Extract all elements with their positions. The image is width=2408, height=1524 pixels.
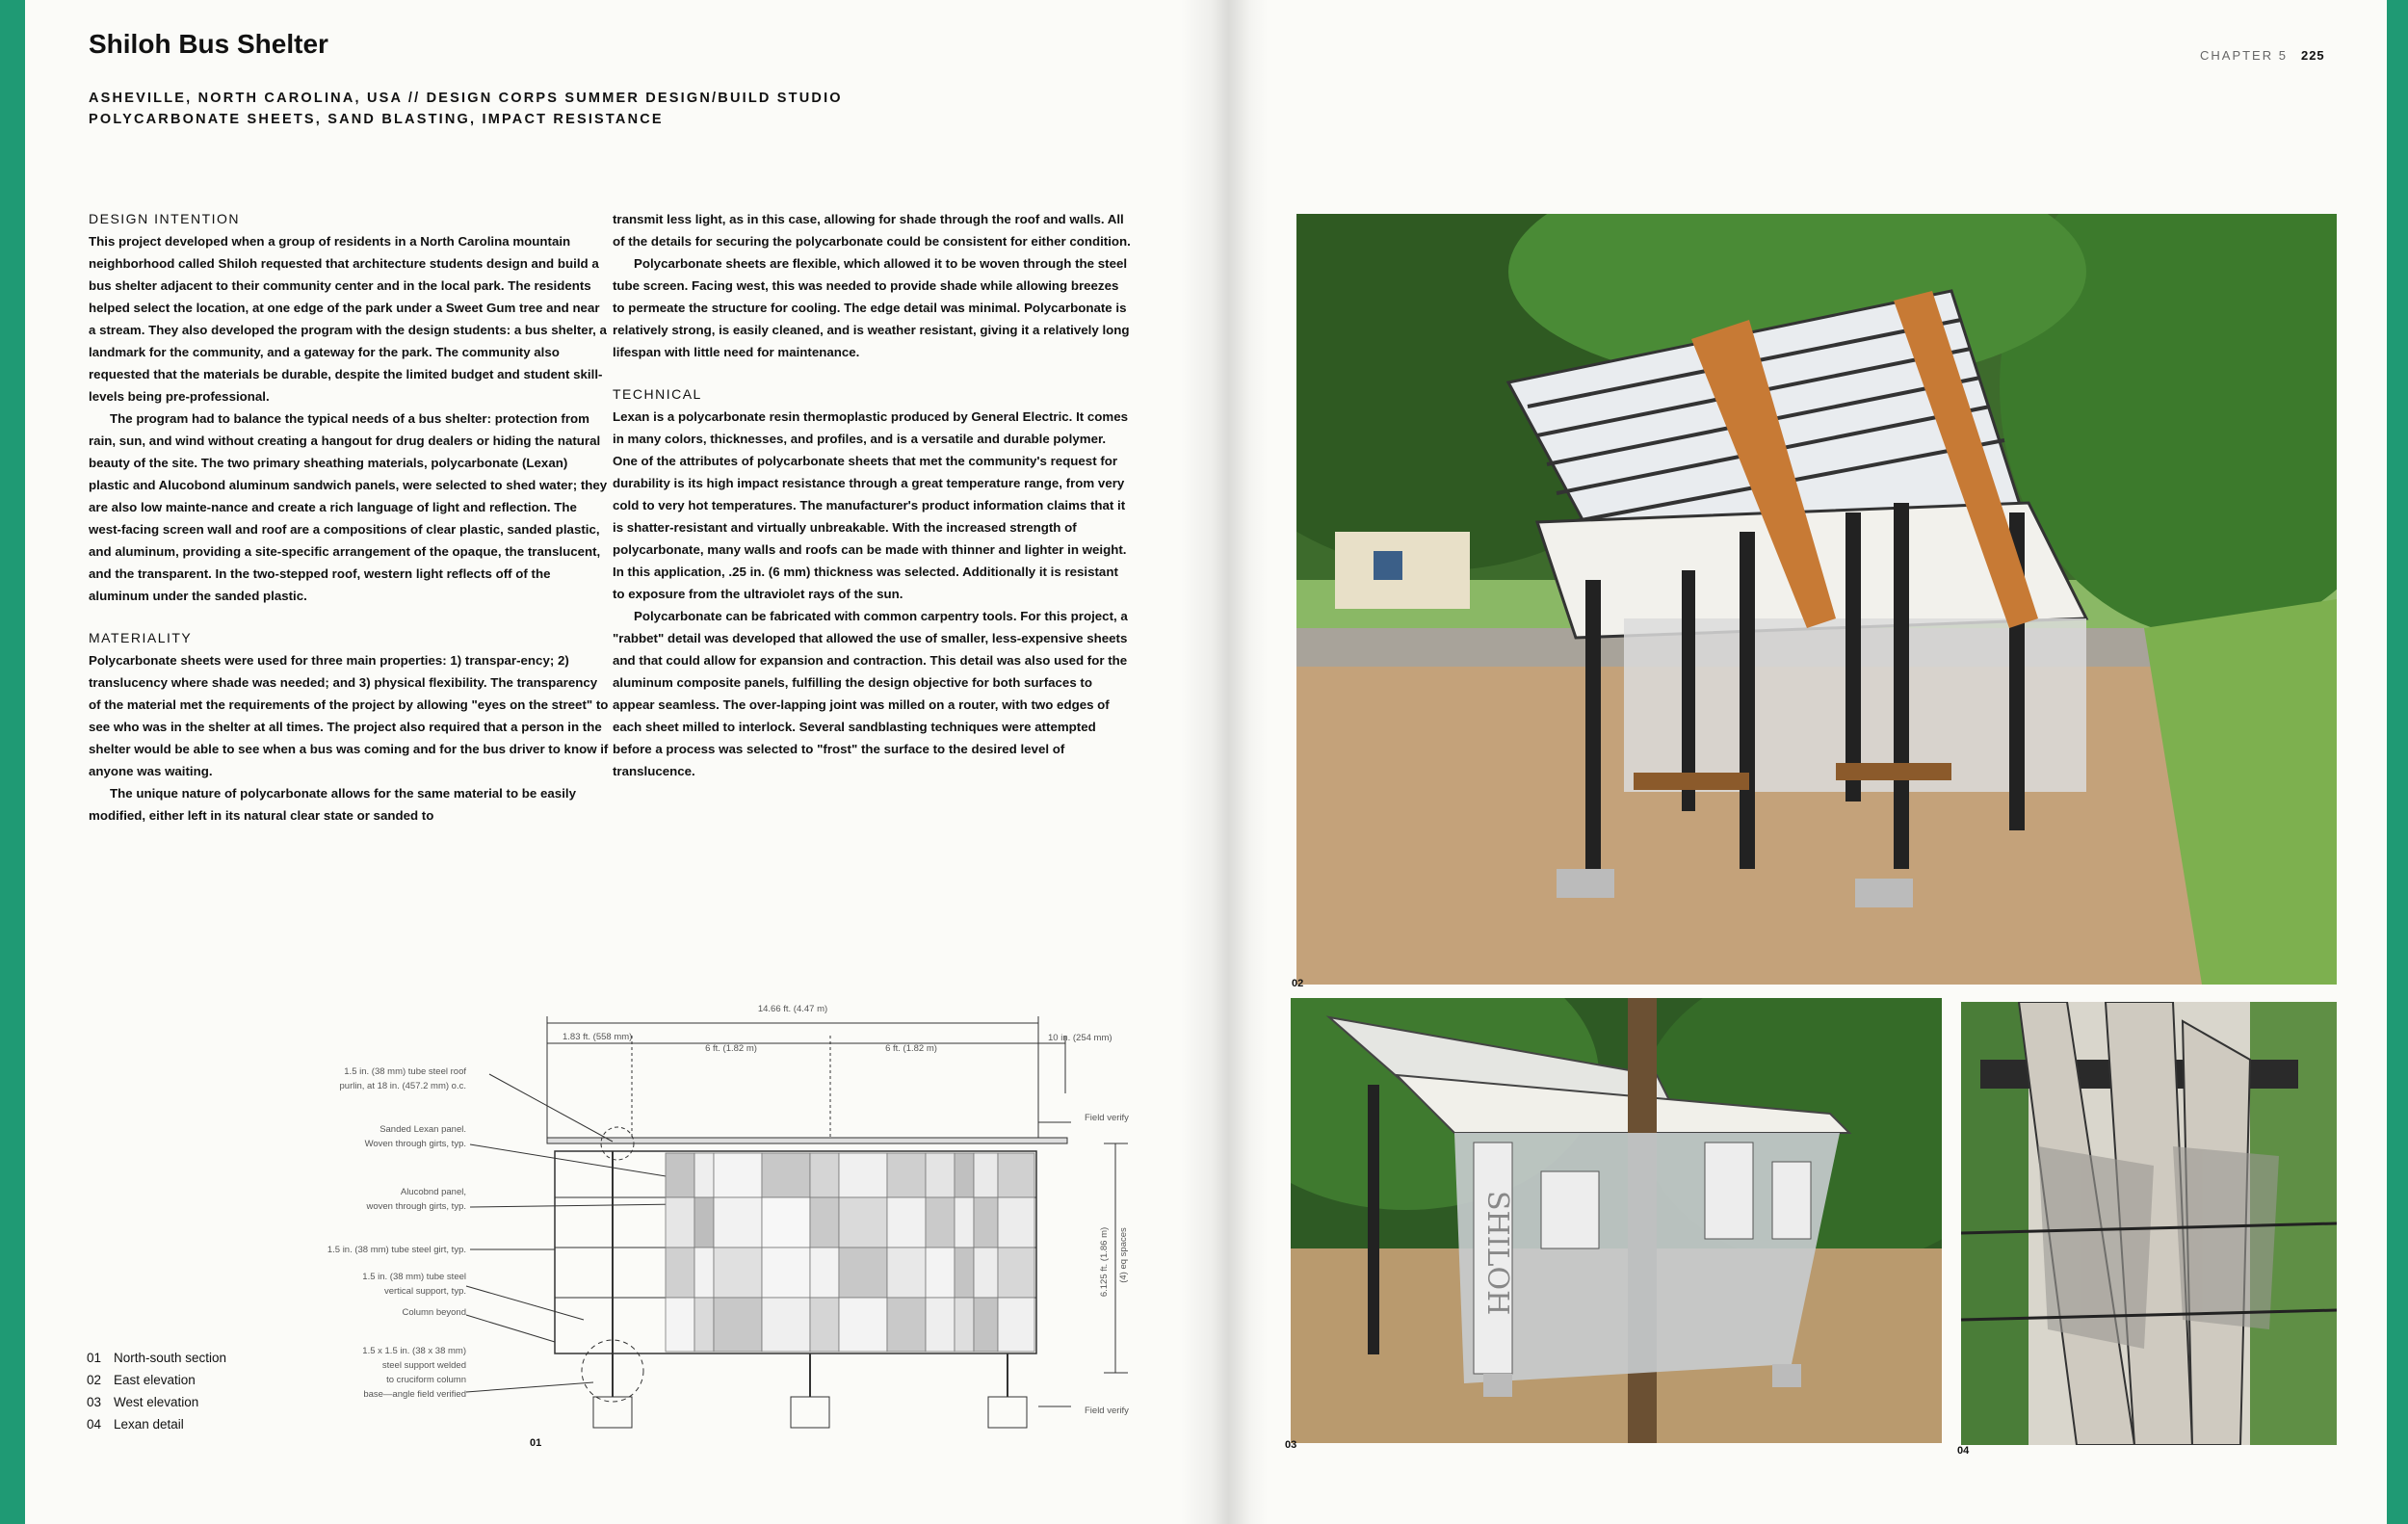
- figure-legend: [87, 1347, 226, 1435]
- note-roof-purlin: 1.5 in. (38 mm) tube steel roof: [344, 1066, 466, 1077]
- dim-vertical-label: 6.125 ft. (1.86 m): [1099, 1226, 1110, 1298]
- running-header: [2200, 48, 2325, 63]
- note-girt: 1.5 in. (38 mm) tube steel girt, typ.: [327, 1245, 466, 1255]
- paragraph: This project developed when a group of residents in a North Carolina mountain neighborhood called Shiloh requested that architecture students design and build a bus shelter adjacent to their community center and in the local park. The residents helped select the location, at one edge of the park under a Sweet Gum tree and near a stream. They also developed the program with the design students: a bus shelter, a landmark for the community, and a gateway for the park. The community also requested that the materials be durable, despite the limited budget and student skill-levels being pre-professional.: [89, 234, 607, 404]
- page-number: 225: [2300, 48, 2325, 63]
- text-column-left: [89, 208, 609, 827]
- paragraph: The program had to balance the typical needs of a bus shelter: protection from rain, sun, and wind without creating a hangout for drug dealers or hiding the natural beauty of the site. The two primary sheathing materials, polycarbonate (Lexan) plastic and Alucobond aluminum sandwich panels, were selected to shed water; they are also low mainte-nance and create a rich language of light and reflection. The west-facing screen wall and roof are a compositions of clear plastic, sanded plastic, and aluminum, providing a site-specific arrangement of the opaque, the translucent, and the transparent. In the two-stepped roof, western light reflects off of the aluminum under the sanded plastic.: [89, 411, 608, 603]
- chapter-label: CHAPTER 5: [2200, 48, 2288, 63]
- figure-number-03: 03: [1285, 1439, 1297, 1451]
- photo-west-elevation: [1291, 998, 1942, 1443]
- legend-item: 03 West elevation: [87, 1395, 199, 1409]
- section-heading-materiality: MATERIALITY: [89, 630, 193, 645]
- legend-item: 04 Lexan detail: [87, 1417, 184, 1432]
- note-sanded-lexan: Sanded Lexan panel.: [380, 1124, 466, 1135]
- section-heading-design-intention: DESIGN INTENTION: [89, 211, 241, 226]
- technical-drawing-north-south-section: [266, 997, 1133, 1450]
- dim-overall-label: 14.66 ft. (4.47 m): [757, 1004, 828, 1014]
- paragraph: Polycarbonate can be fabricated with common carpentry tools. For this project, a "rabbet" detail was developed that allowed the use of smaller, less-expensive sheets and that could allow for expansion and contraction. This detail was also used for the aluminum composite panels, fulfilling the design objective for both surfaces to appear seamless. The over-lapping joint was milled on a router, with two edges of each sheet milled to interlock. Several sandblasting techniques were attempted before a process was selected to "frost" the surface to the desired level of translucence.: [613, 609, 1128, 778]
- note-steel-support-3: to cruciform column: [386, 1375, 466, 1385]
- book-gutter: [1181, 0, 1268, 1524]
- legend-item: 01 North-south section: [87, 1351, 227, 1365]
- paragraph: Polycarbonate sheets were used for three main properties: 1) transpar-ency; 2) translucency where shade was needed; and 3) physical flexibility. The transparency of the material met the requirements of the project by allowing "eyes on the street" to see who was in the shelter at all times. The project also required that a person in the shelter would be able to see when a bus was coming and for the bus driver to know if anyone was waiting.: [89, 653, 609, 778]
- dim-left-label: 1.83 ft. (558 mm): [563, 1032, 633, 1042]
- field-verify-bottom: Field verify: [1085, 1406, 1129, 1416]
- dim-mid1-label: 6 ft. (1.82 m): [705, 1043, 757, 1054]
- paragraph: Polycarbonate sheets are flexible, which allowed it to be woven through the steel tube screen. Facing west, this was needed to provide shade while allowing breezes to permeate the structure for cooling. The edge detail was minimal. Polycarbonate is relatively strong, is easily cleaned, and is weather resistant, giving it a relatively long lifespan with little need for maintenance.: [613, 256, 1130, 359]
- subtitle-location: ASHEVILLE, NORTH CAROLINA, USA // DESIGN CORPS SUMMER DESIGN/BUILD STUDIO: [89, 91, 843, 106]
- note-vertical-support-2: vertical support, typ.: [383, 1286, 466, 1297]
- dim-right-label: 10 in. (254 mm): [1048, 1033, 1112, 1043]
- photo-lexan-detail: [1961, 1002, 2337, 1445]
- paragraph: The unique nature of polycarbonate allows for the same material to be easily modified, either left in its natural clear state or sanded to: [89, 786, 576, 823]
- field-verify-top: Field verify: [1085, 1113, 1129, 1123]
- figure-number-01: 01: [530, 1437, 542, 1449]
- book-spread: [25, 0, 2387, 1524]
- paragraph: Lexan is a polycarbonate resin thermoplastic produced by General Electric. It comes in many colors, thicknesses, and profiles, and is a versatile and durable polymer. One of the attributes of polycarbonate sheets that met the community's request for durability is its high impact resistance through a great temperature range, from very cold to very hot temperatures. The manufacturer's product information claims that it is shatter-resistant and virtually unbreakable. With the increased strength of polycarbonate, many walls and roofs can be made with thinner and lighter in weight. In this application, .25 in. (6 mm) thickness was selected. Additionally it is resistant to exposure from the ultraviolet rays of the sun.: [613, 409, 1129, 601]
- note-steel-support-2: steel support welded: [381, 1360, 466, 1371]
- paragraph: transmit less light, as in this case, allowing for shade through the roof and walls. All of the details for securing the polycarbonate could be consistent for either condition.: [613, 212, 1131, 249]
- page-title: Shiloh Bus Shelter: [89, 29, 328, 59]
- photo-east-elevation: [1296, 214, 2337, 985]
- section-heading-technical: TECHNICAL: [613, 386, 702, 402]
- dim-mid2-label: 6 ft. (1.82 m): [885, 1043, 937, 1054]
- note-steel-support-4: base—angle field verified: [363, 1389, 466, 1400]
- note-column-beyond: Column beyond: [402, 1307, 466, 1318]
- text-column-right: [613, 208, 1133, 782]
- figure-number-04: 04: [1957, 1445, 1970, 1457]
- note-roof-purlin-2: purlin, at 18 in. (457.2 mm) o.c.: [339, 1081, 466, 1091]
- legend-item: 02 East elevation: [87, 1373, 196, 1387]
- note-alucobond: Alucobnd panel,: [400, 1187, 466, 1197]
- note-vertical-support: 1.5 in. (38 mm) tube steel: [362, 1272, 466, 1282]
- note-steel-support: 1.5 x 1.5 in. (38 x 38 mm): [362, 1346, 466, 1356]
- subtitle-materials: POLYCARBONATE SHEETS, SAND BLASTING, IMPACT RESISTANCE: [89, 112, 664, 127]
- figure-number-02: 02: [1292, 978, 1304, 989]
- dim-vertical-spaces-label: (4) eq spaces: [1118, 1227, 1129, 1283]
- note-alucobond-2: woven through girts, typ.: [366, 1201, 466, 1212]
- note-sanded-lexan-2: Woven through girts, typ.: [364, 1139, 466, 1149]
- shelter-sign-text: SHILOH: [1480, 1191, 1514, 1316]
